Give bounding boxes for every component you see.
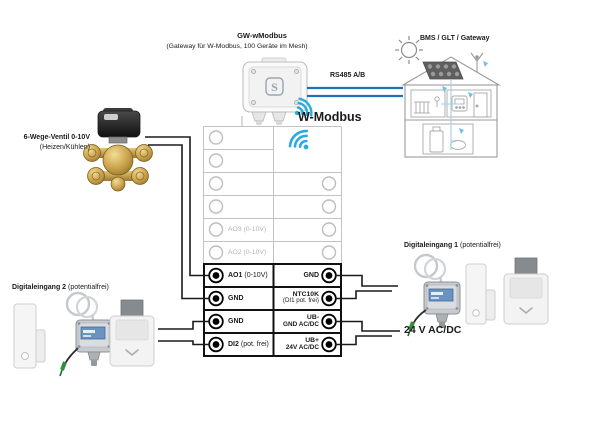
wire-ubminus-power [335,322,400,332]
gateway-title: GW-wModbus [237,31,287,40]
gateway-subtitle: (Gateway für W-Modbus, 100 Geräte im Mesh) [166,43,308,50]
terminal-label-ao1: AO1 (0-10V) [228,272,268,279]
digital-input-1-name: Digitaleingang 1 [404,242,459,249]
rs485-bus-lines [307,88,403,96]
terminal-block-grid [204,127,342,265]
digital-input-1-label [404,242,501,250]
wire-gnd-di1 [335,276,398,287]
valve-illustration [84,108,153,191]
wmodbus-label: W-Modbus [298,110,362,124]
terminal-label-gnd-1: GND [228,295,244,302]
terminal-label-gnd-right: GND [303,272,319,279]
wmodbus-radio-icon [287,128,316,157]
door-contact-icon-di1 [466,264,495,324]
terminal-label-ntc10k: NTC10K (DI1 pot. frei) [282,291,319,305]
digital-input-2-label [12,284,109,292]
rs485-label: RS485 A/B [330,72,366,79]
svg-text:S: S [271,80,278,94]
digital-input-1-qualifier: (potentialfrei) [460,242,501,249]
wire-ubplus-power [335,336,392,345]
door-contact-icon-di2 [14,304,45,368]
terminal-label-gnd-2: GND [228,318,244,325]
valve-title: 6-Wege-Ventil 0-10V [23,134,90,141]
terminal-label-di2: DI2 (pot. frei) [228,341,269,348]
digital-input-2-name: Digitaleingang 2 [12,284,67,291]
valve-subtitle: (Heizen/Kühlen) [39,143,90,151]
bms-label: BMS / GLT / Gateway [420,35,490,42]
bms-house-illustration [403,53,499,157]
terminal-label-ub-minus: UB- GND AC/DC [283,314,319,329]
digital-input-2-qualifier: (potentialfrei) [68,284,109,291]
terminal-label-ub-plus: UB+ 24V AC/DC [285,337,319,352]
condensation-sensor-icon-di2 [60,293,112,376]
power-label: 24 V AC/DC [404,324,462,336]
solar-panel [423,62,463,79]
terminal-label-ao2: AO2 (0-10V) [228,249,267,256]
wire-valve-ao1 [145,137,210,276]
sun-icon [395,36,423,64]
key-card-switch-icon-di1 [504,258,548,324]
wire-ntc-di1 [335,291,392,299]
key-card-switch-icon-di2 [110,300,154,366]
terminal-label-ao3: AO3 (0-10V) [228,226,267,233]
